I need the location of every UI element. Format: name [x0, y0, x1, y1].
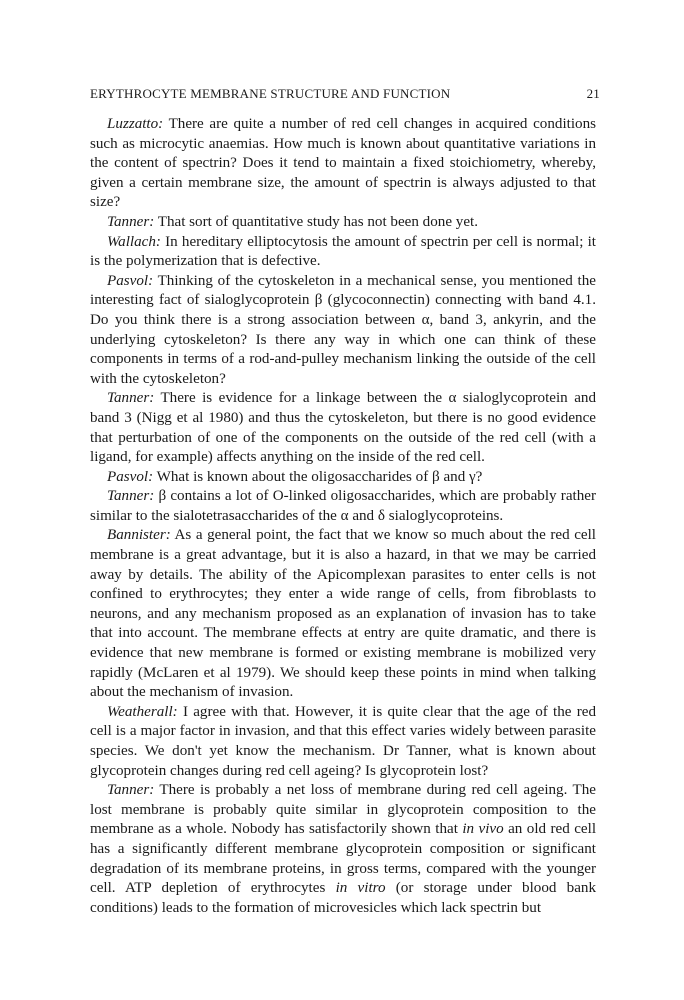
paragraph-luzzatto	[90, 115, 596, 213]
paragraph-text: (or storage under blood bank conditions) leads to the formation of microvesicles which lack spectrin but	[90, 880, 597, 916]
speaker-name: Tanner:	[107, 488, 155, 505]
speaker-name: Tanner:	[107, 782, 155, 799]
speaker-name: Pasvol:	[107, 468, 154, 485]
speaker-name: Weatherall:	[107, 703, 178, 720]
paragraph-tanner	[90, 781, 596, 918]
running-title: ERYTHROCYTE MEMBRANE STRUCTURE AND FUNCTION	[90, 86, 451, 101]
speaker-name: Pasvol:	[107, 272, 154, 289]
speaker-name: Luzzatto:	[107, 116, 164, 132]
paragraph-text: Thinking of the cytoskeleton in a mechanical sense, you mentioned the interesting fact of sialoglycoprotein β (glycoconnectin) connecting with band 4.1. Do you think there is a strong association between α, band 3, ankyrin, and the underlying cytoskeleton? Is there any way in which one can think of these components in terms of a rod-and-pulley mechanism linking the outside of the cell with the cytoskeleton?	[90, 272, 596, 387]
paragraph-text: In hereditary elliptocytosis the amount of spectrin per cell is normal; it is the polymerization that is defective.	[90, 233, 596, 270]
page-number: 21	[586, 86, 600, 101]
paragraph-text: There are quite a number of red cell changes in acquired conditions such as microcytic anaemias. How much is known about quantitative variations in the content of spectrin? Does it tend to maintain a fixed stoichiometry, whereby, given a certain membrane size, the amount of spectrin is always adjusted to that size?	[90, 116, 596, 211]
italic-term: in vivo	[462, 821, 504, 838]
paragraph-text: There is probably a net loss of membrane during red cell ageing. The lost membrane is probably quite similar in glycoprotein composition to the membrane as a whole. Nobody has satisfactorily shown that	[90, 782, 596, 838]
paragraph-wallach	[90, 233, 596, 272]
page-header	[90, 86, 600, 102]
paragraph-text: There is evidence for a linkage between the α sialoglycoprotein and band 3 (Nigg et al 1980) and thus the cytoskeleton, but there is no good evidence that perturbation of one of the components on the outside of the red cell (with a ligand, for example) affects anything on the inside of the red cell.	[90, 390, 596, 466]
paragraph-weatherall	[90, 703, 596, 781]
paragraph-text: What is known about the oligosaccharides of β and γ?	[153, 468, 483, 485]
paragraph-text: That sort of quantitative study has not been done yet.	[154, 213, 478, 230]
paragraph-text: β contains a lot of O-linked oligosaccharides, which are probably rather similar to the sialotetrasaccharides of the α and δ sialoglycoproteins.	[90, 488, 596, 524]
paragraph-tanner	[90, 389, 596, 467]
paragraph-text: I agree with that. However, it is quite clear that the age of the red cell is a major factor in invasion, and that this effect varies widely between parasite species. We don't yet know the mechanism. Dr Tanner, what is known about glycoprotein changes during red cell ageing? Is glycoprotein lost?	[90, 703, 596, 779]
page-body	[90, 115, 596, 918]
paragraph-text: an old red cell has a significantly different membrane glycoprotein composition or significant degradation of its membrane proteins, in gross terms, compared with the younger cell. ATP depletion of erythrocytes	[90, 821, 597, 897]
speaker-name: Tanner:	[107, 390, 155, 407]
speaker-name: Bannister:	[107, 527, 171, 544]
paragraph-pasvol	[90, 468, 596, 488]
italic-term: in vitro	[335, 880, 386, 897]
paragraph-tanner	[90, 213, 596, 233]
paragraph-bannister	[90, 526, 596, 702]
speaker-name: Wallach:	[107, 233, 161, 250]
speaker-name: Tanner:	[107, 213, 155, 230]
paragraph-pasvol	[90, 272, 596, 390]
paragraph-text: As a general point, the fact that we know so much about the red cell membrane is a great advantage, but it is also a hazard, in that we may be carried away by details. The ability of the Apicomplexan parasites to enter cells is not confined to erythrocytes; they enter a wide range of cells, from fibroblasts to neurons, and any mechanism proposed as an explanation of invasion has to take that into account. The membrane effects at entry are quite dramatic, and there is evidence that new membrane is formed or existing membrane is mobilized very rapidly (McLaren et al 1979). We should keep these points in mind when talking about the mechanism of invasion.	[90, 527, 596, 701]
paragraph-tanner	[90, 487, 596, 526]
